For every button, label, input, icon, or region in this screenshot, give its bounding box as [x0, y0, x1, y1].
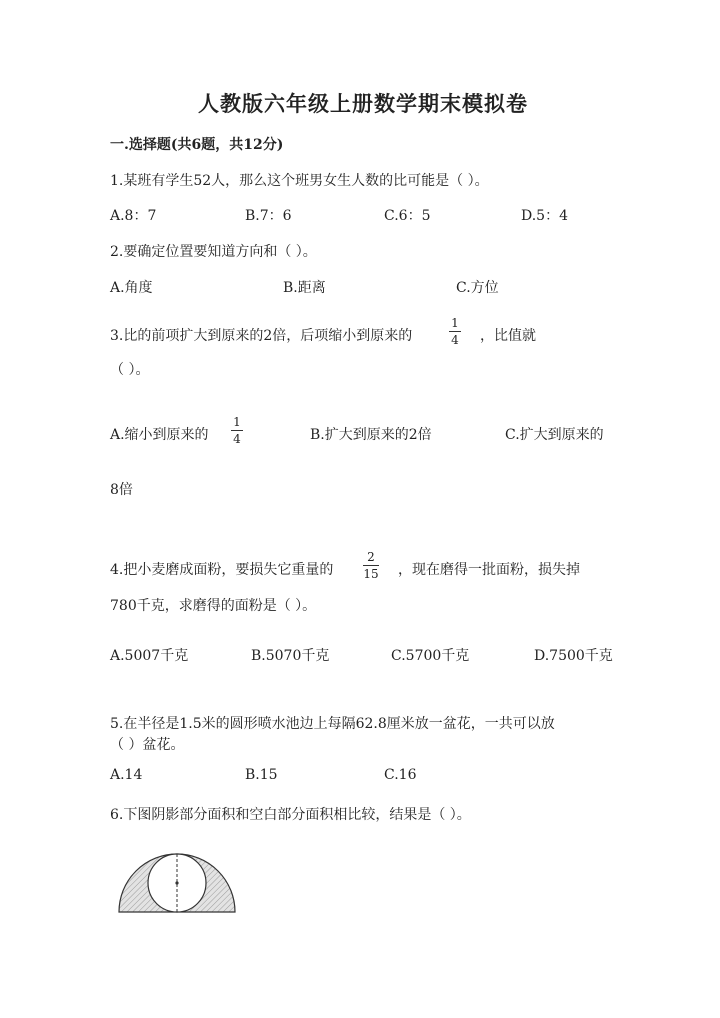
question-4-line-2: 780千克，求磨得的面粉是（ ）。 — [110, 598, 317, 614]
center-dot — [175, 881, 178, 884]
q2-option-a: A.角度 — [110, 280, 153, 296]
q1-option-b: B.7：6 — [245, 208, 292, 224]
question-4-line-1-tail: ，现在磨得一批面粉，损失掉 — [398, 562, 580, 578]
fraction-denominator: 15 — [363, 567, 379, 581]
q3-option-c: C.扩大到原来的 — [505, 427, 604, 443]
fraction-bar — [231, 430, 243, 431]
section-heading: 一.选择题(共6题，共12分) — [110, 137, 284, 153]
q1-option-a: A.8：7 — [110, 208, 157, 224]
question-5-line-1: 5.在半径是1.5米的圆形喷水池边上每隔62.8厘米放一盆花，一共可以放 — [110, 716, 555, 732]
fraction-numerator: 1 — [233, 415, 241, 429]
question-5-line-2: （ ）盆花。 — [110, 737, 185, 753]
q5-option-b: B.15 — [245, 767, 278, 783]
q5-option-c: C.16 — [384, 767, 417, 783]
semicircle-figure — [115, 850, 239, 916]
q1-option-c: C.6：5 — [384, 208, 431, 224]
q2-option-b: B.距离 — [283, 280, 326, 296]
fraction-numerator: 1 — [451, 316, 459, 330]
q4-option-c: C.5700千克 — [391, 648, 470, 664]
q3-option-a: A.缩小到原来的 — [110, 427, 209, 443]
fraction-denominator: 4 — [451, 333, 459, 347]
q4-option-a: A.5007千克 — [110, 648, 189, 664]
fraction-bar — [363, 565, 379, 566]
q3-option-a-fraction — [230, 415, 244, 446]
fraction-denominator: 4 — [233, 432, 241, 446]
question-3-line-1-tail: ，比值就 — [480, 328, 536, 344]
q4-option-b: B.5070千克 — [251, 648, 330, 664]
question-2: 2.要确定位置要知道方向和（ ）。 — [110, 244, 317, 260]
question-4-line-1: 4.把小麦磨成面粉，要损失它重量的 — [110, 562, 334, 578]
question-3-line-2: （ ）。 — [110, 362, 150, 378]
q3-option-c-continued: 8倍 — [110, 482, 133, 498]
q2-option-c: C.方位 — [456, 280, 499, 296]
fraction-numerator: 2 — [367, 550, 375, 564]
fraction-bar — [449, 331, 461, 332]
q5-option-a: A.14 — [110, 767, 143, 783]
q4-fraction — [362, 550, 380, 581]
q1-option-d: D.5：4 — [521, 208, 568, 224]
question-1: 1.某班有学生52人，那么这个班男女生人数的比可能是（ ）。 — [110, 173, 489, 189]
q3-option-b: B.扩大到原来的2倍 — [310, 427, 432, 443]
q4-option-d: D.7500千克 — [534, 648, 613, 664]
question-6: 6.下图阴影部分面积和空白部分面积相比较，结果是（ ）。 — [110, 807, 471, 823]
page-title: 人教版六年级上册数学期末模拟卷 — [198, 91, 528, 116]
question-3-line-1: 3.比的前项扩大到原来的2倍，后项缩小到原来的 — [110, 328, 413, 344]
q3-fraction — [448, 316, 462, 347]
